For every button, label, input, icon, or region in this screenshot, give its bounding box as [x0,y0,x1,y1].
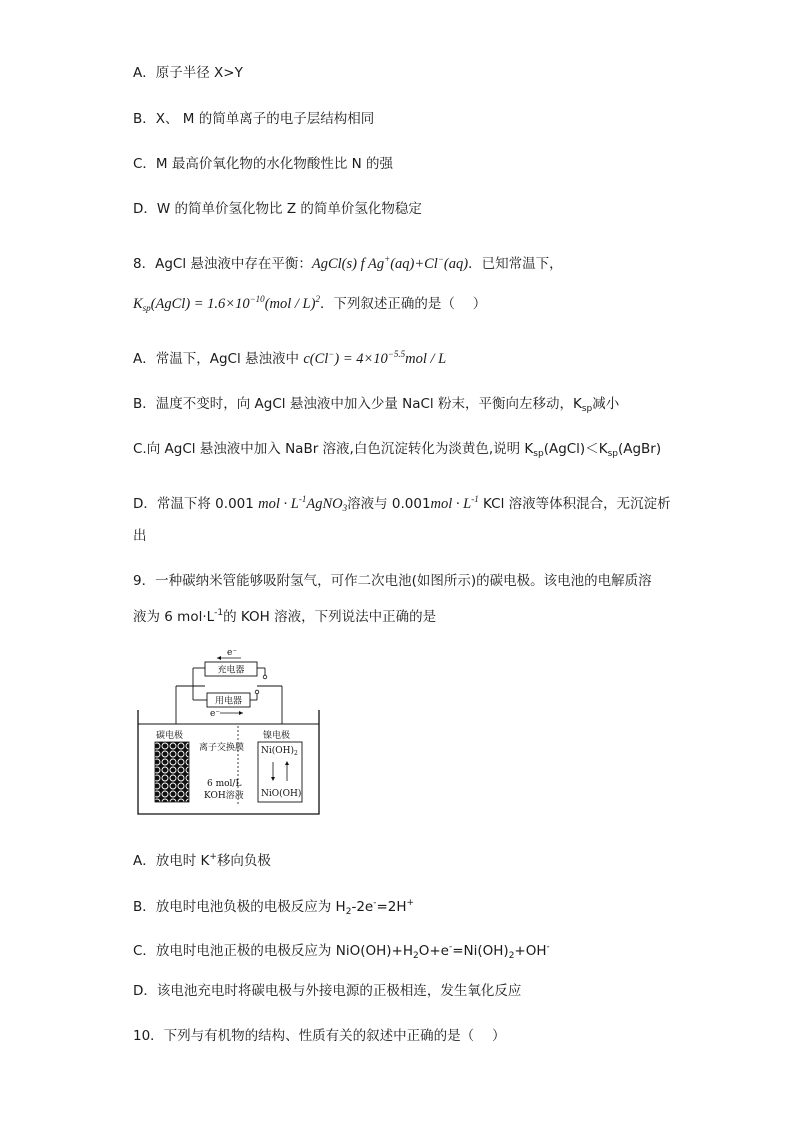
electron-top-label: e⁻ [227,648,238,658]
carbon-electrode-label: 碳电极 [156,731,184,741]
switch-contact-high [263,675,267,679]
q8-option-a: A．常温下，AgCl 悬浊液中 $c(Cl^-) = 4\times 10^{-5.5}mol / L$ [133,349,447,367]
ksp-expression: $K_{sp}(AgCl) = 1.6\times 10^{-10}(mol / L)^2$ [133,294,320,313]
q9-option-d: D．该电池充电时将碳电极与外接电源的正极相连，发生氧化反应 [133,983,522,999]
equilibrium-equation: AgCl(s) f Ag+(aq)+Cl−(aq) [311,254,469,272]
q9-stem-line1: 9．一种碳纳米管能够吸附氢气，可作二次电池(如图所示)的碳电极。该电池的电解质溶 [133,573,652,589]
koh-label: KOH溶液 [204,791,244,801]
electron-bottom-label: e⁻ [210,709,221,719]
q7-option-b: B．X、 M 的简单离子的电子层结构相同 [133,111,375,127]
switch-contact-low [255,690,259,694]
q7-option-a: A．原子半径 X>Y [133,65,243,81]
q9-option-b: B．放电时电池负极的电极反应为 $H_2-2e^-=2H^+$ [133,898,415,917]
charger-label: 充电器 [217,665,245,676]
q9-stem-line2: 液为 6 $mol\cdot L^{-1}$的 KOH 溶液，下列说法中正确的是 [133,608,437,625]
q8-option-d: D．常温下将 0.001 mol · $L^{-1}AgNO_3$溶液与 $0.001mol \cdot L^{-1}$ KCl 溶液等体积混合，无沉淀析 [133,494,671,513]
q9-option-c: C．放电时电池正极的电极反应为 $NiO(OH)+H_2O+e^-=Ni(OH)_2+OH^-$ [133,942,550,961]
q8-ksp-line: $K_{sp}(AgCl) = 1.6\times 10^{-10}(mol / L)^2$．下列叙述正确的是（ ） [133,294,487,313]
q10-stem: 10．下列与有机物的结构、性质有关的叙述中正确的是（ ） [133,1028,506,1044]
q8-option-b: B．温度不变时，向 AgCl 悬浊液中加入少量 NaCl 粉末，平衡向左移动，$K_{sp}$减小 [133,396,620,414]
q8-stem: 8．AgCl 悬浊液中存在平衡：AgCl(s) f Ag+(aq)+Cl−(aq)．已知常温下， [133,254,563,272]
concentration-label: 6 mol/L [207,779,242,789]
load-label: 用电器 [214,696,243,707]
carbon-electrode [155,742,189,802]
q8-option-c: C.向 AgCl 悬浊液中加入 NaBr 溶液,白色沉淀转化为淡黄色,说明 $K_{sp}(AgCl)<K_{sp}(AgBr)$ [133,441,662,459]
niooh-label: NiO(OH) [261,789,302,799]
q8-option-d-cont: 出 [133,528,147,544]
battery-diagram [137,646,320,816]
membrane-label: 离子交换膜 [199,743,245,753]
q7-option-d: D．W 的简单价氢化物比 Z 的简单价氢化物稳定 [133,201,422,217]
nioh2-label: $Ni(OH)_2$ [261,746,298,757]
nickel-electrode-label: 镍电极 [263,731,291,741]
q7-option-c: C．M 最高价氧化物的水化物酸性比 N 的强 [133,156,394,172]
q9-option-a: A．放电时 K+移向负极 [133,852,271,869]
